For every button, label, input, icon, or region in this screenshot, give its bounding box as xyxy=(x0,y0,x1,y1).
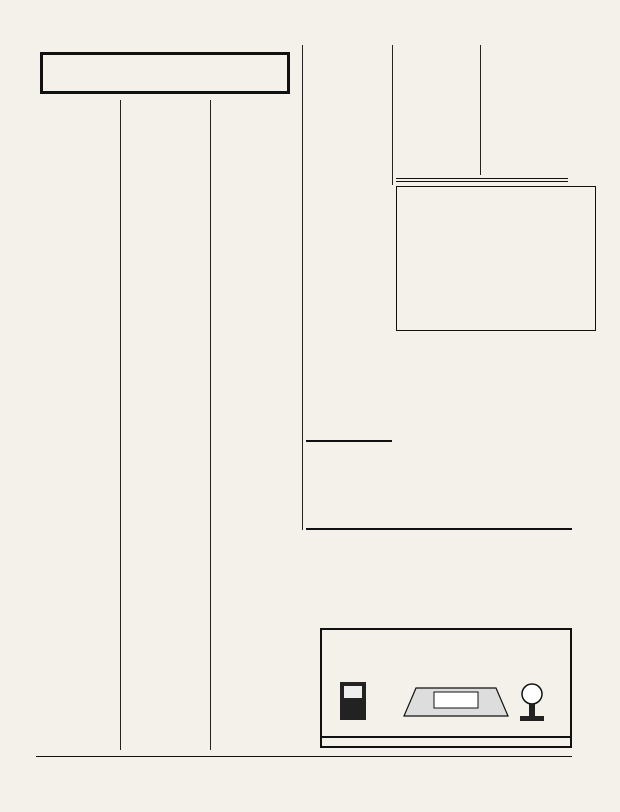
classified-column-6 xyxy=(484,45,566,175)
classified-column-5 xyxy=(396,45,476,175)
column-rule xyxy=(210,100,211,750)
column-rule xyxy=(480,45,481,175)
pibernat-ad xyxy=(320,628,572,748)
classified-column-4 xyxy=(306,45,390,440)
bottom-rule xyxy=(36,756,572,757)
crossword xyxy=(396,178,568,331)
pibernat-footer-2 xyxy=(322,736,570,738)
scales-illustration xyxy=(336,678,560,724)
classified-column-3 xyxy=(214,100,299,750)
se-necesitan-ad xyxy=(306,440,392,554)
column-rule xyxy=(120,100,121,750)
crossword-title xyxy=(396,178,568,182)
crossword-grid xyxy=(396,186,596,331)
classified-column-1 xyxy=(36,100,116,750)
column-rule xyxy=(302,45,303,530)
para-la-venta-ad xyxy=(306,528,572,534)
column-rule xyxy=(392,45,393,185)
classified-column-2 xyxy=(125,100,207,750)
crossword-clues xyxy=(396,345,568,525)
section-masthead xyxy=(40,52,290,94)
